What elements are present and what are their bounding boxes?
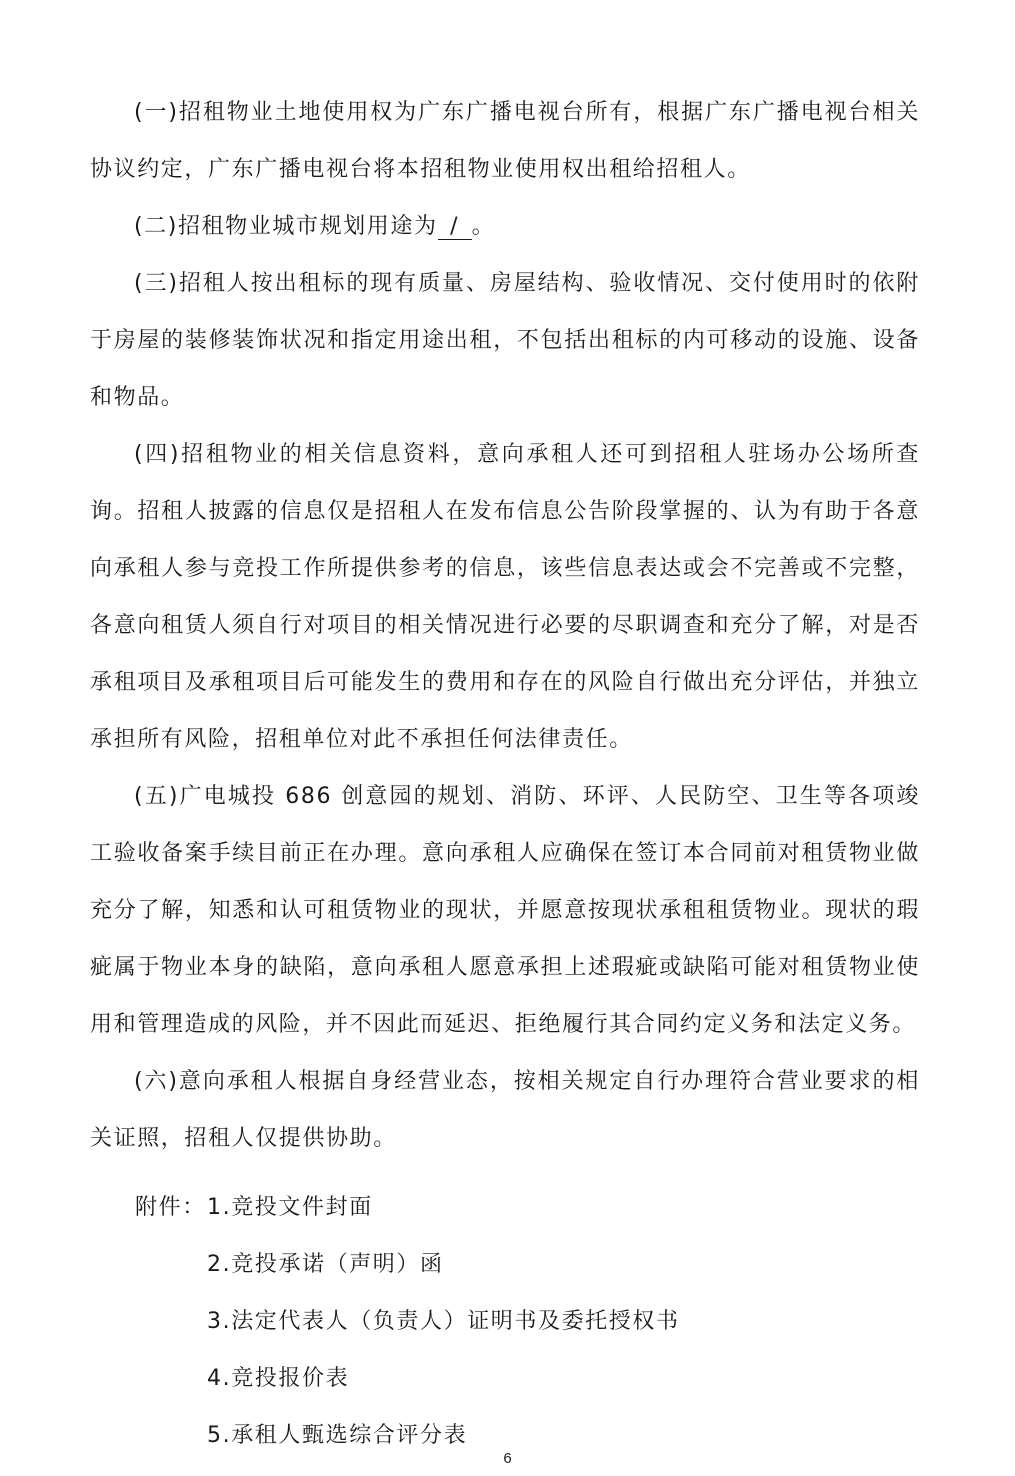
clause-2-ending: 。: [471, 214, 496, 239]
attachment-item: [135, 1184, 895, 1241]
clause-paragraph-5: (五)广电城投 686 创意园的规划、消防、环评、人民防空、卫生等各项竣工验收备案手续目前正在办理。意向承租人应确保在签订本合同前对租赁物业做充分了解，知悉和认可租赁物业的现状，并愿意按现状承租租赁物业。现状的瑕疵属于物业本身的缺陷，意向承租人愿意承担上述瑕疵或缺陷可能对租赁物业使用和管理造成的风险，并不因此而延迟、拒绝履行其合同约定义务和法定义务。: [90, 784, 920, 1037]
attachment-item: [135, 1355, 895, 1412]
clause-paragraph-3: (三)招租人按出租标的现有质量、房屋结构、验收情况、交付使用时的依附于房屋的装修装饰状况和指定用途出租，不包括出租标的内可移动的设施、设备和物品。: [90, 271, 920, 410]
clause-paragraph-2: [90, 198, 920, 255]
attachment-item-1: 1.竞投文件封面: [207, 1195, 373, 1220]
page-number: 6: [503, 1450, 512, 1467]
attachments-label: 附件：: [135, 1195, 206, 1220]
clause-paragraph-6: (六)意向承租人根据自身经营业态，按相关规定自行办理符合营业要求的相关证照，招租人仅提供协助。: [90, 1069, 920, 1151]
attachment-item-2: 2.竞投承诺（声明）函: [207, 1252, 444, 1277]
clause-paragraph-4: (四)招租物业的相关信息资料，意向承租人还可到招租人驻场办公场所查询。招租人披露的信息仅是招租人在发布信息公告阶段掌握的、认为有助于各意向承租人参与竞投工作所提供参考的信息，该些信息表达或会不完善或不完整，各意向租赁人须自行对项目的相关情况进行必要的尽职调查和充分了解，对是否承租项目及承租项目后可能发生的费用和存在的风险自行做出充分评估，并独立承担所有风险，招租单位对此不承担任何法律责任。: [90, 442, 920, 752]
attachment-item-3: 3.法定代表人（负责人）证明书及委托授权书: [207, 1309, 680, 1334]
attachment-item: [135, 1298, 895, 1355]
attachment-item: [135, 1241, 895, 1298]
planning-use-blank: /: [438, 215, 472, 240]
clause-2-text: (二)招租物业城市规划用途为: [134, 214, 438, 239]
document-body: [90, 84, 920, 1167]
attachment-item-5: 5.承租人甄选综合评分表: [207, 1423, 468, 1448]
attachment-item-4: 4.竞投报价表: [207, 1366, 350, 1391]
clause-paragraph-1: (一)招租物业土地使用权为广东广播电视台所有，根据广东广播电视台相关协议约定，广东广播电视台将本招租物业使用权出租给招租人。: [90, 100, 920, 182]
attachments-list: [135, 1184, 895, 1469]
